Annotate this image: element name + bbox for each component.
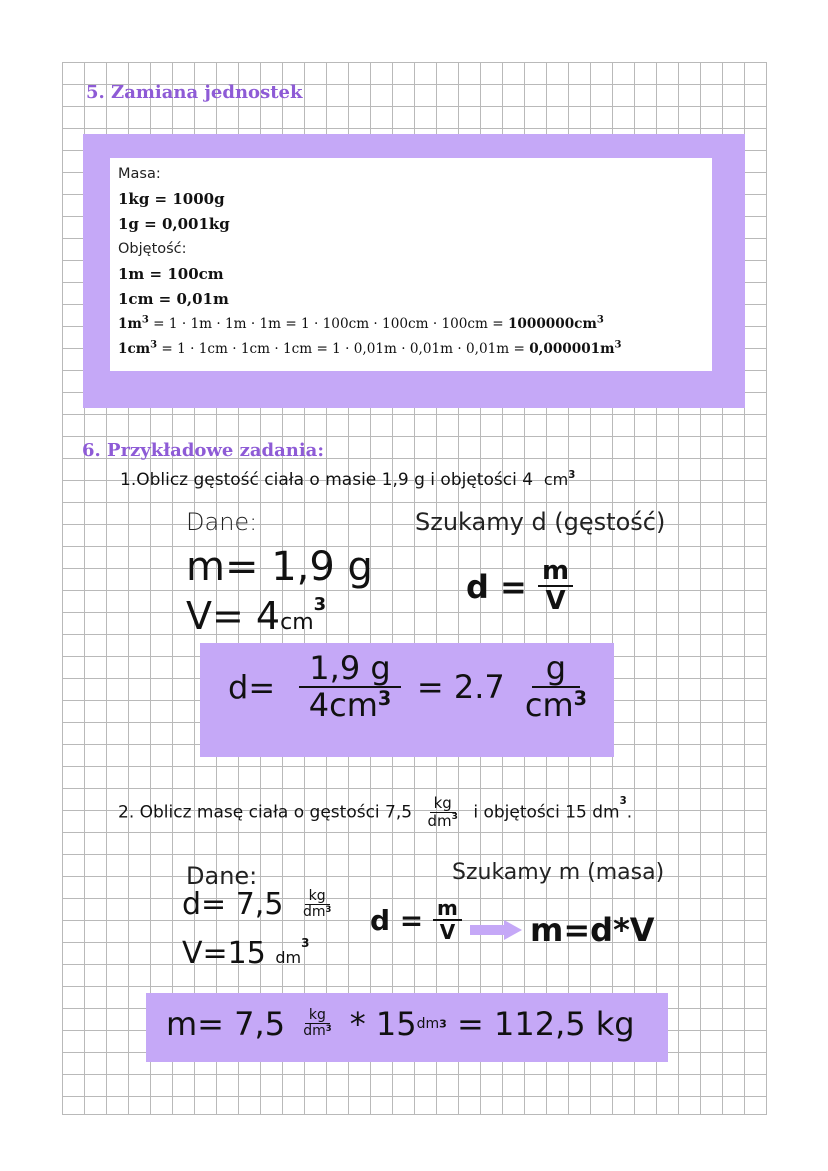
task1-prompt: 1.Oblicz gęstość ciała o masie 1,9 g i objętości 4 $cm^3$ bbox=[120, 470, 576, 490]
task2-derived-formula: m=d*V bbox=[530, 911, 655, 949]
task1-given-label: Dane: bbox=[186, 508, 258, 536]
volume-label: Objętość: bbox=[118, 241, 187, 257]
task2-calculation: m= 7,5 $\frac{kg}{dm^3}$ * 15dm3 = 112,5 kg bbox=[166, 1005, 635, 1043]
task1-mass-given: m= 1,9 g bbox=[186, 544, 373, 590]
m-equation: 1m = 100cm bbox=[118, 265, 224, 283]
cm-equation: 1cm = 0,01m bbox=[118, 290, 229, 308]
mass-label: Masa: bbox=[118, 166, 161, 182]
task1-seek-label: Szukamy d (gęstość) bbox=[415, 508, 666, 536]
task2-seek-label: Szukamy m (masa) bbox=[452, 860, 665, 885]
section6-title: 6. Przykładowe zadania: bbox=[82, 440, 324, 461]
kg-equation: 1kg = 1000g bbox=[118, 190, 225, 208]
task1-volume-given: $V= 4cm^3$ bbox=[186, 594, 327, 638]
right-arrow-icon bbox=[470, 920, 522, 940]
m3-equation: $1m^3 = 1 \cdot 1m \cdot 1m \cdot 1m = 1 \cdot 100cm \cdot 100cm \cdot 100cm = 1000000cm^3$ bbox=[118, 314, 604, 332]
cm3-equation: $1cm^3 = 1 \cdot 1cm \cdot 1cm \cdot 1cm = 1 \cdot 0,01m \cdot 0,01m \cdot 0,01m = 0,000001m^3$ bbox=[118, 339, 622, 357]
g-equation: 1g = 0,001kg bbox=[118, 215, 230, 233]
unit-conversion-card bbox=[110, 158, 712, 371]
task2-prompt: 2. Oblicz masę ciała o gęstości 7,5 $\frac{kg}{dm^3}$ i objętości 15 $dm^3$. bbox=[118, 794, 633, 830]
task1-calculation: d= $\frac{1,9 g}{4cm^3}$ = 2.7 $\frac{g}{cm^3}$ bbox=[228, 649, 588, 724]
section5-title: 5. Zamiana jednostek bbox=[86, 82, 303, 103]
task1-formula: d = $\frac{m}{V}$ bbox=[466, 558, 573, 616]
task2-formula: d = $\frac{m}{V}$ bbox=[370, 898, 462, 943]
task2-volume-given: V=15 $dm^3$ bbox=[182, 936, 310, 971]
task2-given-label: Dane: bbox=[186, 862, 258, 890]
task2-density-given: d= 7,5 $\frac{kg}{dm^3}$ bbox=[182, 887, 332, 922]
